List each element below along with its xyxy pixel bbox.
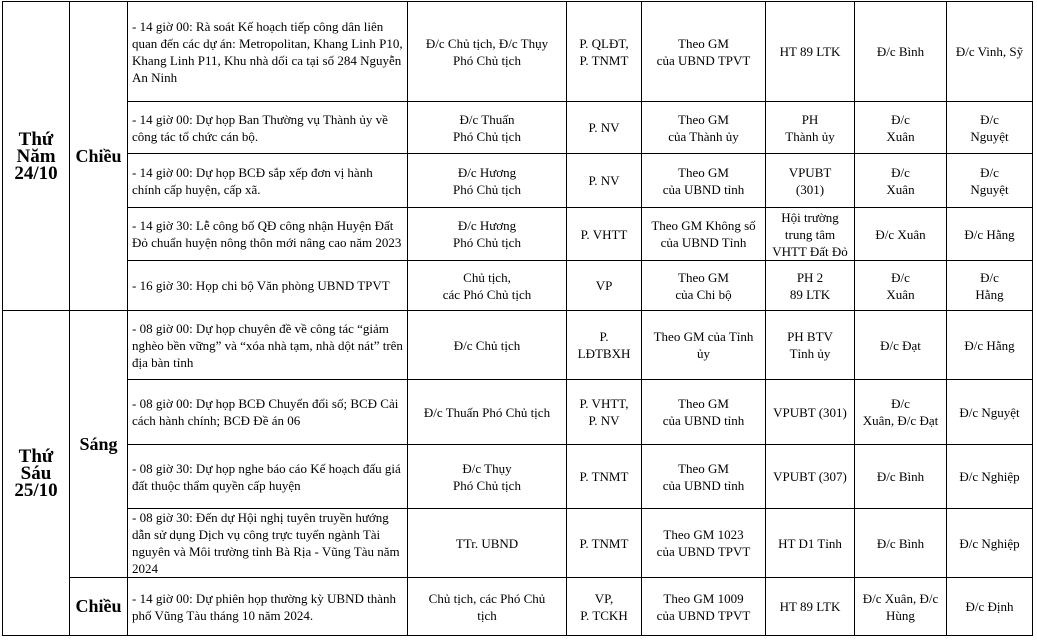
specialist-cell [947, 261, 1033, 311]
leader-cell-line: Đ/c [891, 111, 910, 127]
invite-cell-line: của Thành ủy [668, 128, 739, 144]
invite-cell-line: Theo GM [678, 111, 729, 127]
specialist-cell [947, 311, 1033, 380]
invite-cell-line: của UBND TPVT [656, 607, 751, 623]
specialist-cell-line: Đ/c Hằng [964, 337, 1015, 353]
table-row [3, 380, 1033, 445]
chair-cell-line: Phó Chủ tịch [453, 235, 521, 250]
chair-cell-line: Phó Chủ tịch [453, 52, 521, 68]
chair-cell [408, 509, 567, 578]
invite-cell-line: Theo GM 1009 [663, 590, 744, 606]
venue-cell-line: Thành ủy [785, 128, 835, 144]
table-row [3, 154, 1033, 208]
venue-cell-line: 89 LTK [789, 286, 831, 302]
chair-cell-line: Đ/c Hương [457, 164, 517, 180]
specialist-cell-line: Đ/c [980, 111, 999, 127]
specialist-cell-line: Đ/c Định [965, 599, 1014, 614]
prepare-cell [567, 2, 642, 102]
prepare-cell-line: P. TNMT [579, 52, 629, 68]
prepare-cell-line: P. NV [588, 120, 620, 135]
specialist-cell [947, 208, 1033, 261]
day-cell-line: Thứ [18, 128, 54, 150]
event-content: - 08 giờ 00: Dự họp chuyên đề về công tác “giảm nghèo bền vững” và “xóa nhà tạm, nhà dột nát” trên địa bàn tỉnh [128, 311, 408, 380]
prepare-cell [567, 154, 642, 208]
prepare-cell-line: P. TNMT [579, 535, 629, 551]
table-row [3, 261, 1033, 311]
prepare-cell [567, 261, 642, 311]
invite-cell-line: Theo GM 1023 [663, 527, 744, 542]
leader-cell-line: Đ/c Xuân [875, 226, 926, 242]
venue-cell-line: PH BTV [787, 329, 833, 344]
event-content: - 14 giờ 00: Dự họp BCĐ sắp xếp đơn vị hành chính cấp huyện, cấp xã. [128, 154, 408, 208]
event-content: - 14 giờ 00: Rà soát Kế hoạch tiếp công dân liên quan đến các dự án: Metropolitan, Khang Linh P10, Khang Linh P11, Khu nhà dối ca tại số 284 Nguyễn An Ninh [128, 2, 408, 102]
chair-cell [408, 380, 567, 445]
specialist-cell [947, 509, 1033, 578]
prepare-cell-line: P. TCKH [580, 607, 628, 623]
day-cell-line: 25/10 [14, 479, 58, 501]
leader-cell [855, 154, 947, 208]
leader-cell-line: Đ/c Bình [876, 44, 925, 59]
venue-cell [766, 445, 855, 509]
table-row [3, 102, 1033, 154]
chair-cell-line: Chủ tịch, các Phó Chủ [428, 590, 546, 606]
venue-cell-line: HT D1 Tỉnh [778, 535, 842, 551]
event-content: - 08 giờ 30: Đến dự Hội nghị tuyên truyền hướng dẫn sử dụng Dịch vụ công trực tuyến ngành Tài nguyên và Môi trường tỉnh Bà Rịa - Vũng Tàu năm 2024 [128, 509, 408, 578]
prepare-cell [567, 102, 642, 154]
leader-cell [855, 261, 947, 311]
prepare-cell [567, 509, 642, 578]
specialist-cell [947, 2, 1033, 102]
leader-cell-line: Xuân [886, 128, 915, 144]
invite-cell [642, 261, 766, 311]
leader-cell-line: Đ/c Bình [876, 469, 925, 484]
table-row [3, 509, 1033, 578]
prepare-cell-line: VP [595, 278, 613, 293]
session-cell: Chiều [70, 578, 128, 636]
prepare-cell-line: P. TNMT [579, 469, 629, 484]
chair-cell [408, 578, 567, 636]
venue-cell-line: (301) [795, 181, 825, 197]
leader-cell [855, 578, 947, 636]
chair-cell-line: Phó Chủ tịch [453, 128, 521, 144]
prepare-cell-line: P. NV [588, 413, 620, 428]
invite-cell [642, 208, 766, 261]
table-row [3, 578, 1033, 636]
event-content: - 16 giờ 30: Họp chi bộ Văn phòng UBND TPVT [128, 261, 408, 311]
specialist-cell-line: Đ/c Hằng [964, 226, 1015, 242]
venue-cell [766, 261, 855, 311]
table-row [3, 2, 1033, 102]
venue-cell-line: PH [801, 111, 819, 127]
prepare-cell-line: P. NV [588, 173, 620, 188]
invite-cell-line: của UBND TPVT [656, 52, 751, 68]
chair-cell-line: Đ/c Thuấn [459, 111, 515, 127]
invite-cell-line: Theo GM của Tỉnh ủy [653, 329, 754, 361]
venue-cell-line: VPUBT [788, 164, 832, 180]
specialist-cell-line: Đ/c [980, 164, 999, 180]
leader-cell [855, 509, 947, 578]
venue-cell [766, 578, 855, 636]
invite-cell-line: của UBND Tỉnh [660, 235, 747, 250]
invite-cell-line: Theo GM [678, 35, 729, 51]
chair-cell [408, 208, 567, 261]
leader-cell [855, 380, 947, 445]
invite-cell-line: của UBND tỉnh [662, 413, 745, 428]
session-cell: Sáng [70, 311, 128, 578]
invite-cell-line: Theo GM [678, 269, 729, 285]
invite-cell [642, 311, 766, 380]
venue-cell-line: Tỉnh ủy [789, 346, 831, 361]
chair-cell-line: các Phó Chủ tịch [442, 286, 532, 302]
leader-cell [855, 445, 947, 509]
chair-cell [408, 2, 567, 102]
prepare-cell [567, 311, 642, 380]
invite-cell [642, 380, 766, 445]
leader-cell-line: Đ/c Đạt [880, 337, 921, 353]
day-cell-line: Thứ [18, 445, 54, 467]
leader-cell-line: Xuân, Đ/c Đạt [862, 413, 939, 428]
chair-cell-line: Đ/c Hương [457, 218, 517, 233]
leader-cell-line: Đ/c Xuân, Đ/c [862, 590, 939, 606]
table-row [3, 208, 1033, 261]
chair-cell-line: tịch [477, 607, 497, 623]
invite-cell [642, 154, 766, 208]
chair-cell-line: Đ/c Chủ tịch [453, 337, 521, 353]
specialist-cell-line: Đ/c [980, 269, 999, 285]
venue-cell [766, 208, 855, 261]
specialist-cell-line: Đ/c Vinh, Sỹ [955, 44, 1024, 59]
venue-cell [766, 2, 855, 102]
specialist-cell [947, 154, 1033, 208]
specialist-cell-line: Đ/c Nghiệp [959, 469, 1020, 484]
specialist-cell-line: Đ/c Nghiệp [959, 535, 1020, 551]
day-cell-line: 24/10 [14, 162, 58, 184]
event-content: - 14 giờ 30: Lễ công bố QĐ công nhận Huyện Đất Đỏ chuẩn huyện nông thôn mới nâng cao năm 2023 [128, 208, 408, 261]
event-content: - 08 giờ 30: Dự họp nghe báo cáo Kế hoạch đấu giá đất thuộc thẩm quyền cấp huyện [128, 445, 408, 509]
invite-cell [642, 2, 766, 102]
leader-cell [855, 102, 947, 154]
prepare-cell [567, 380, 642, 445]
venue-cell [766, 509, 855, 578]
leader-cell-line: Đ/c Bình [876, 535, 925, 551]
event-content: - 14 giờ 00: Dự họp Ban Thường vụ Thành ủy về công tác tổ chức cán bộ. [128, 102, 408, 154]
prepare-cell [567, 578, 642, 636]
event-content: - 14 giờ 00: Dự phiên họp thường kỳ UBND thành phố Vũng Tàu tháng 10 năm 2024. [128, 578, 408, 636]
prepare-cell-line: P. VHTT [580, 226, 628, 242]
leader-cell [855, 311, 947, 380]
event-content: - 08 giờ 00: Dự họp BCĐ Chuyển đổi số; BCĐ Cải cách hành chính; BCĐ Đề án 06 [128, 380, 408, 445]
specialist-cell [947, 102, 1033, 154]
day-cell [3, 311, 70, 636]
chair-cell-line: Đ/c Thụy [462, 460, 512, 476]
schedule-table [2, 1, 1033, 636]
leader-cell [855, 2, 947, 102]
venue-cell-line: HT 89 LTK [779, 599, 841, 614]
invite-cell [642, 102, 766, 154]
specialist-cell-line: Nguyệt [970, 128, 1009, 144]
chair-cell [408, 154, 567, 208]
day-cell [3, 2, 70, 311]
venue-cell-line: PH 2 [796, 269, 824, 285]
invite-cell-line: của Chi bộ [675, 286, 732, 302]
invite-cell-line: Theo GM [678, 164, 729, 180]
prepare-cell-line: P. QLĐT, [579, 35, 629, 51]
venue-cell-line: VPUBT (307) [773, 469, 847, 484]
prepare-cell-line: VP, [594, 590, 614, 606]
table-row [3, 445, 1033, 509]
invite-cell-line: của UBND tỉnh [662, 477, 745, 493]
table-row [3, 311, 1033, 380]
invite-cell [642, 445, 766, 509]
session-cell: Chiều [70, 2, 128, 311]
chair-cell-line: Đ/c Chủ tịch, Đ/c Thụy [425, 35, 549, 51]
venue-cell-line: VHTT Đất Đỏ [772, 243, 848, 259]
specialist-cell [947, 445, 1033, 509]
invite-cell [642, 578, 766, 636]
invite-cell [642, 509, 766, 578]
chair-cell [408, 102, 567, 154]
specialist-cell [947, 380, 1033, 445]
specialist-cell [947, 578, 1033, 636]
chair-cell-line: Đ/c Thuấn Phó Chủ tịch [423, 404, 551, 420]
day-cell-line: Sáu [20, 462, 52, 484]
prepare-cell-line: P. [599, 329, 609, 344]
leader-cell-line: Xuân [886, 181, 915, 197]
invite-cell-line: Theo GM Không số [651, 218, 756, 233]
specialist-cell-line: Nguyệt [970, 181, 1009, 197]
venue-cell [766, 380, 855, 445]
venue-cell [766, 311, 855, 380]
leader-cell-line: Đ/c [891, 164, 910, 180]
leader-cell-line: Đ/c [891, 396, 910, 411]
prepare-cell [567, 445, 642, 509]
prepare-cell [567, 208, 642, 261]
prepare-cell-line: LĐTBXH [577, 346, 631, 361]
venue-cell-line: VPUBT (301) [773, 404, 847, 420]
specialist-cell-line: Hằng [975, 286, 1004, 302]
day-cell-line: Năm [16, 145, 56, 167]
leader-cell-line: Đ/c [891, 269, 910, 285]
invite-cell-line: Theo GM [678, 460, 729, 476]
invite-cell-line: của UBND tỉnh [662, 181, 745, 197]
invite-cell-line: của UBND TPVT [656, 544, 751, 559]
leader-cell-line: Hùng [886, 607, 915, 623]
venue-cell-line: HT 89 LTK [779, 44, 841, 59]
leader-cell-line: Xuân [886, 286, 915, 302]
chair-cell-line: TTr. UBND [455, 535, 519, 551]
invite-cell-line: Theo GM [678, 396, 729, 411]
chair-cell-line: Phó Chủ tịch [453, 181, 521, 197]
venue-cell-line: Hội trường [781, 209, 839, 225]
chair-cell-line: Chủ tịch, [463, 269, 511, 285]
chair-cell [408, 311, 567, 380]
prepare-cell-line: P. VHTT, [579, 396, 629, 411]
venue-cell-line: trung tâm [784, 226, 836, 242]
chair-cell-line: Phó Chủ tịch [453, 477, 521, 493]
leader-cell [855, 208, 947, 261]
specialist-cell-line: Đ/c Nguyệt [959, 404, 1020, 420]
chair-cell [408, 445, 567, 509]
venue-cell [766, 154, 855, 208]
venue-cell [766, 102, 855, 154]
chair-cell [408, 261, 567, 311]
